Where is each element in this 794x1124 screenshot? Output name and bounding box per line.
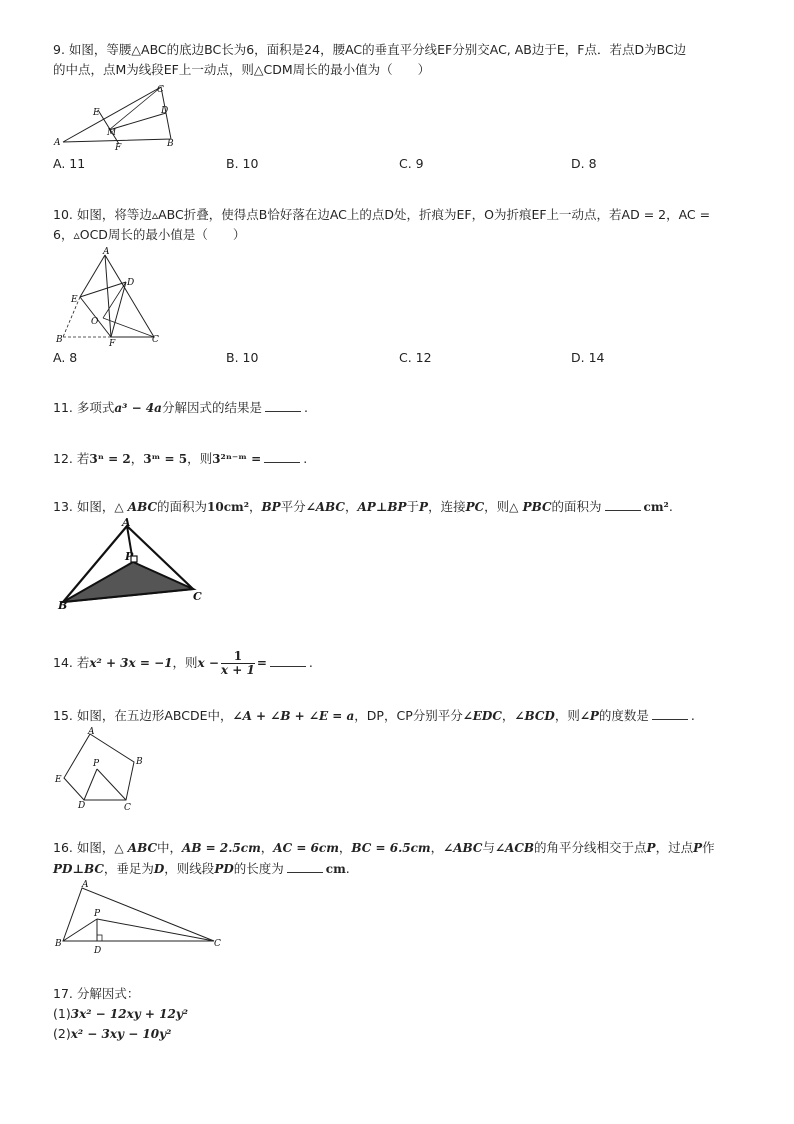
q9-label: D [161,106,169,116]
q13-label: B [58,599,68,612]
q17-title: 17. 分解因式： [53,986,140,1001]
q14: 14. 若x² + 3x = −1，则x − $\frac{1}{x + 1}$ = . [53,649,313,677]
q16-line2: PD⊥BC，垂足为D，则线段PD的长度为 cm. [53,861,350,876]
q16-line1: 16. 如图，△ ABC中，AB = 2.5cm，AC = 6cm，BC = 6.5cm，∠ABC与∠ACB的角平分线相交于点P，过点P作 [53,840,715,855]
q13-label: P [125,550,134,563]
q12: 12. 若3ⁿ = 2，3ᵐ = 5，则3²ⁿ⁻ᵐ = . [53,451,308,466]
q16-label: B [55,939,62,949]
q10-option-c[interactable]: C. 12 [399,350,432,365]
q13-label: A [122,518,131,529]
q17-part1: (1)3x² − 12xy + 12y² [53,1006,189,1021]
q10-figure [53,245,173,347]
q9-label: B [167,139,174,149]
q10-option-b[interactable]: B. 10 [226,350,259,365]
q10-line1: 10. 如图，将等边▵ABC折叠，使得点B恰好落在边AC上的点D处，折痕为EF，O为折痕EF上一动点，若AD = 2，AC = [53,207,711,222]
q13: 13. 如图，△ ABC的面积为10cm²，BP平分∠ABC，AP⊥BP于P，连接PC，则△ PBC的面积为 cm². [53,499,673,514]
q13-figure [53,518,213,613]
q16-label: C [214,939,221,949]
q10-option-a[interactable]: A. 8 [53,350,78,365]
q11: 11. 多项式a³ − 4a分解因式的结果是 . [53,400,308,415]
q9-option-b[interactable]: B. 10 [226,156,259,171]
q9-figure [53,82,183,152]
q15-label: C [124,803,131,813]
q16-label: P [94,909,101,919]
answer-blank[interactable] [652,707,688,720]
q9-label: M [107,128,117,138]
q10-label: E [71,295,78,305]
q15-label: B [136,757,143,767]
q9-option-a[interactable]: A. 11 [53,156,86,171]
q17-part2: (2)x² − 3xy − 10y² [53,1026,172,1041]
q10-label: O [91,317,99,327]
q9-label: C [157,85,164,95]
fraction: $\frac{1}{x + 1}$ [220,649,255,677]
q16-label: A [82,880,89,890]
q9-line1: 9. 如图，等腰△ABC的底边BC长为6，面积是24，腰AC的垂直平分线EF分别交AC, AB边于E，F点．若点D为BC边 [53,42,687,57]
q9-line2: 的中点，点M为线段EF上一动点，则△CDM周长的最小值为（ ） [53,62,431,77]
q9-option-d[interactable]: D. 8 [571,156,597,171]
q15-label: A [88,727,95,737]
q13-label: C [193,590,202,603]
q10-label: D [127,278,135,288]
q16-figure [53,876,233,956]
q10-label: C [152,335,159,345]
q10-label: A [103,247,110,257]
answer-blank[interactable] [264,450,300,463]
q15-figure [53,722,153,814]
q15-label: P [93,759,100,769]
q15-label: D [78,801,86,811]
answer-blank[interactable] [605,498,641,511]
q15-label: E [55,775,62,785]
answer-blank[interactable] [270,654,306,667]
q9-label: E [93,108,100,118]
q9-option-c[interactable]: C. 9 [399,156,424,171]
q10-label: B [56,335,63,345]
q10-line2: 6，▵OCD周长的最小值是（ ） [53,227,246,242]
q15: 15. 如图，在五边形ABCDE中，∠A + ∠B + ∠E = a，DP，CP分别平分∠EDC，∠BCD，则∠P的度数是 . [53,708,695,723]
answer-blank[interactable] [265,399,301,412]
q16-label: D [94,946,102,956]
answer-blank[interactable] [287,860,323,873]
q10-option-d[interactable]: D. 14 [571,350,605,365]
q9-label: A [54,138,61,148]
q9-label: F [115,143,122,152]
q10-label: F [109,339,116,347]
